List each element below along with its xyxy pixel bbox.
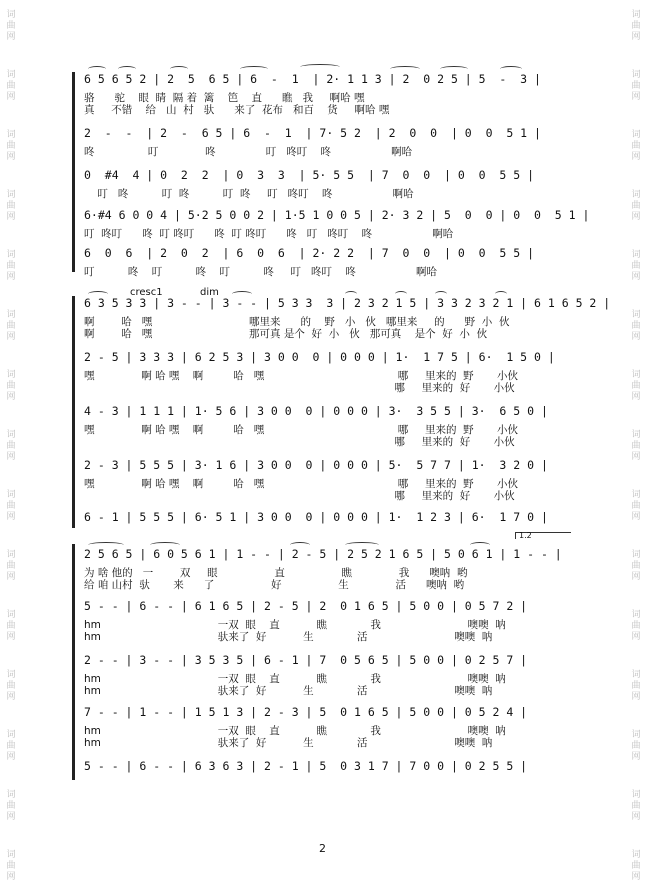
- watermark-char: 网: [631, 692, 641, 702]
- watermark-char: 曲: [631, 501, 641, 511]
- watermark-char: 词: [631, 70, 641, 80]
- watermark-char: 词: [631, 10, 641, 20]
- slur-mark: [390, 66, 420, 72]
- watermark-stamp: [629, 490, 643, 523]
- watermark-char: 网: [631, 452, 641, 462]
- lyric-line: 嘿 啊 哈 嘿 啊 哈 嘿 哪 里来的 野 小伙: [84, 478, 519, 490]
- watermark-char: 曲: [6, 741, 16, 751]
- watermark-char: 曲: [631, 261, 641, 271]
- watermark-stamp: [4, 250, 18, 283]
- notation-line: 6 - 1 | 5 5 5 | 6· 5 1 | 3 0 0 0 | 0 0 0 | 1· 1 2 3 | 6· 1 7 0 |: [84, 510, 548, 524]
- slur-mark: [232, 291, 252, 297]
- lyric-line: 哪 里来的 好 小伙: [84, 436, 515, 448]
- watermark-stamp: [4, 190, 18, 223]
- notation-line: 6·#4 6 0 0 4 | 5·2 5 0 0 2 | 1·5 1 0 0 5 | 2· 3 2 | 5 0 0 | 0 0 5 1 |: [84, 208, 590, 222]
- watermark-char: 曲: [6, 381, 16, 391]
- watermark-stamp: [4, 310, 18, 343]
- watermark-char: 曲: [6, 801, 16, 811]
- slur-mark: [88, 542, 124, 548]
- watermark-stamp: [629, 10, 643, 43]
- watermark-char: 词: [6, 310, 16, 320]
- watermark-stamp: [629, 70, 643, 103]
- watermark-char: 曲: [6, 501, 16, 511]
- watermark-stamp: [629, 550, 643, 583]
- watermark-stamp: [629, 790, 643, 823]
- watermark-char: 词: [631, 790, 641, 800]
- notation-line: 2 - - | 2 - 6 5 | 6 - 1 | 7· 5 2 | 2 0 0 | 0 0 5 1 |: [84, 126, 541, 140]
- watermark-char: 网: [631, 872, 641, 882]
- lyric-line: 咚 叮 咚 叮 咚叮 咚 啊哈: [84, 146, 413, 158]
- lyric-line: 叮 咚 叮 咚 叮 咚 叮 咚叮 咚 啊哈: [84, 188, 414, 200]
- lyric-line: 真 不错 给 山 村 驮 来了 花布 和百 货 啊哈 嘿: [84, 104, 390, 116]
- watermark-char: 曲: [631, 321, 641, 331]
- watermark-char: 词: [6, 70, 16, 80]
- lyric-line: 哪 里来的 好 小伙: [84, 490, 515, 502]
- watermark-stamp: [629, 430, 643, 463]
- watermark-char: 词: [6, 490, 16, 500]
- slur-mark: [435, 291, 447, 297]
- watermark-char: 曲: [631, 141, 641, 151]
- watermark-char: 网: [6, 392, 16, 402]
- notation-line: 0 #4 4 | 0 2 2 | 0 3 3 | 5· 5 5 | 7 0 0 | 0 0 5 5 |: [84, 168, 535, 182]
- slur-mark: [495, 291, 507, 297]
- watermark-char: 曲: [631, 201, 641, 211]
- slur-mark: [88, 291, 108, 297]
- watermark-char: 曲: [631, 681, 641, 691]
- watermark-char: 曲: [6, 141, 16, 151]
- notation-line: 5 - - | 6 - - | 6 3 6 3 | 2 - 1 | 5 0 3 1 7 | 7 0 0 | 0 2 5 5 |: [84, 759, 528, 773]
- watermark-stamp: [4, 790, 18, 823]
- watermark-char: 曲: [6, 441, 16, 451]
- lyric-line: 啊 哈 嘿 哪里来 的 野 小 伙 哪里来 的 野 小 伙: [84, 316, 510, 328]
- lyric-line: 哪 里来的 好 小伙: [84, 382, 515, 394]
- watermark-stamp: [4, 70, 18, 103]
- watermark-char: 曲: [631, 741, 641, 751]
- lyric-line: hm 一双 眼 直 瞧 我 噢噢 呐: [84, 673, 506, 685]
- lyric-line: hm 一双 眼 直 瞧 我 噢噢 呐: [84, 619, 506, 631]
- watermark-char: 词: [6, 790, 16, 800]
- slur-mark: [118, 66, 136, 72]
- lyric-line: hm 驮来了 好 生 活 噢噢 呐: [84, 631, 493, 643]
- watermark-char: 曲: [631, 81, 641, 91]
- watermark-char: 网: [6, 872, 16, 882]
- watermark-char: 网: [6, 92, 16, 102]
- notation-line: 6 5 6 5 2 | 2 5 6 5 | 6 - 1 | 2· 1 1 3 | 2 0 2 5 | 5 - 3 |: [84, 72, 541, 86]
- watermark-char: 网: [631, 512, 641, 522]
- watermark-stamp: [4, 130, 18, 163]
- watermark-char: 网: [6, 752, 16, 762]
- watermark-char: 词: [6, 850, 16, 860]
- watermark-char: 网: [6, 572, 16, 582]
- watermark-char: 词: [631, 730, 641, 740]
- page-number: 2: [319, 842, 326, 855]
- watermark-char: 曲: [6, 21, 16, 31]
- lyric-line: 嘿 啊 哈 嘿 啊 哈 嘿 哪 里来的 野 小伙: [84, 370, 519, 382]
- watermark-char: 网: [631, 212, 641, 222]
- watermark-stamp: [4, 610, 18, 643]
- watermark-char: 曲: [631, 861, 641, 871]
- lyric-line: 叮 咚 叮 咚 叮 咚 叮 咚叮 咚 啊哈: [84, 266, 437, 278]
- watermark-char: 网: [6, 512, 16, 522]
- watermark-char: 网: [6, 332, 16, 342]
- watermark-stamp: [4, 730, 18, 763]
- watermark-stamp: [629, 610, 643, 643]
- watermark-char: 词: [631, 610, 641, 620]
- lyric-line: 给 咱 山村 驮 来 了 好 生 活 噢呐 哟: [84, 579, 465, 591]
- watermark-char: 网: [631, 632, 641, 642]
- watermark-stamp: [629, 730, 643, 763]
- lyric-line: hm 一双 眼 直 瞧 我 噢噢 呐: [84, 725, 506, 737]
- notation-line: 5 - - | 6 - - | 6 1 6 5 | 2 - 5 | 2 0 1 6 5 | 5 0 0 | 0 5 7 2 |: [84, 599, 528, 613]
- lyric-line: 叮 咚叮 咚 叮 咚叮 咚 叮 咚叮 咚 叮 咚叮 咚 啊哈: [84, 228, 454, 240]
- watermark-char: 网: [6, 212, 16, 222]
- slur-mark: [470, 542, 490, 548]
- slur-mark: [395, 291, 407, 297]
- watermark-stamp: [629, 250, 643, 283]
- watermark-char: 网: [631, 332, 641, 342]
- watermark-char: 词: [6, 190, 16, 200]
- watermark-char: 曲: [6, 261, 16, 271]
- watermark-char: 词: [631, 130, 641, 140]
- notation-line: 7 - - | 1 - - | 1 5 1 3 | 2 - 3 | 5 0 1 6 5 | 5 0 0 | 0 5 2 4 |: [84, 705, 528, 719]
- watermark-char: 网: [6, 632, 16, 642]
- lyric-line: hm 驮来了 好 生 活 噢噢 呐: [84, 737, 493, 749]
- watermark-char: 曲: [631, 801, 641, 811]
- watermark-char: 网: [631, 272, 641, 282]
- watermark-char: 词: [6, 130, 16, 140]
- watermark-char: 曲: [6, 321, 16, 331]
- watermark-char: 网: [6, 452, 16, 462]
- notation-line: 4 - 3 | 1 1 1 | 1· 5 6 | 3 0 0 0 | 0 0 0 | 3· 3 5 5 | 3· 6 5 0 |: [84, 404, 548, 418]
- system-bracket: [72, 296, 75, 528]
- watermark-char: 曲: [6, 621, 16, 631]
- slur-mark: [440, 66, 468, 72]
- watermark-char: 词: [6, 370, 16, 380]
- watermark-char: 词: [631, 550, 641, 560]
- watermark-char: 词: [631, 430, 641, 440]
- watermark-char: 网: [6, 32, 16, 42]
- notation-line: 6 3 5 3 3 | 3 - - | 3 - - | 5 3 3 3 | 2 3 2 1 5 | 3 3 2 3 2 1 | 6 1 6 5 2 |: [84, 296, 611, 310]
- watermark-char: 词: [6, 550, 16, 560]
- dynamic-marking: dim: [200, 287, 219, 298]
- watermark-char: 网: [631, 32, 641, 42]
- slur-mark: [88, 66, 106, 72]
- watermark-char: 词: [631, 850, 641, 860]
- watermark-char: 词: [631, 490, 641, 500]
- notation-line: 2 - - | 3 - - | 3 5 3 5 | 6 - 1 | 7 0 5 6 5 | 5 0 0 | 0 2 5 7 |: [84, 653, 528, 667]
- slur-mark: [345, 291, 357, 297]
- system-bracket: [72, 544, 75, 780]
- notation-line: 6 0 6 | 2 0 2 | 6 0 6 | 2· 2 2 | 7 0 0 | 0 0 5 5 |: [84, 246, 535, 260]
- watermark-stamp: [4, 490, 18, 523]
- slur-mark: [300, 64, 340, 70]
- notation-line: 2 - 5 | 3 3 3 | 6 2 5 3 | 3 0 0 0 | 0 0 0 | 1· 1 7 5 | 6· 1 5 0 |: [84, 350, 555, 364]
- volta-label: 1.2: [519, 531, 532, 540]
- watermark-char: 网: [6, 152, 16, 162]
- watermark-char: 网: [6, 812, 16, 822]
- watermark-char: 曲: [631, 21, 641, 31]
- watermark-char: 网: [6, 692, 16, 702]
- watermark-char: 曲: [6, 681, 16, 691]
- watermark-stamp: [4, 670, 18, 703]
- slur-mark: [240, 66, 268, 72]
- slur-mark: [170, 66, 188, 72]
- watermark-stamp: [629, 370, 643, 403]
- watermark-stamp: [4, 430, 18, 463]
- watermark-char: 曲: [6, 861, 16, 871]
- watermark-char: 曲: [6, 201, 16, 211]
- notation-line: 2 - 3 | 5 5 5 | 3· 1 6 | 3 0 0 0 | 0 0 0 | 5· 5 7 7 | 1· 3 2 0 |: [84, 458, 548, 472]
- watermark-char: 网: [631, 812, 641, 822]
- watermark-char: 网: [631, 572, 641, 582]
- watermark-char: 词: [6, 430, 16, 440]
- slur-mark: [500, 66, 522, 72]
- watermark-char: 曲: [631, 561, 641, 571]
- watermark-char: 词: [631, 670, 641, 680]
- system-bracket: [72, 72, 75, 272]
- watermark-stamp: [629, 130, 643, 163]
- watermark-char: 词: [6, 250, 16, 260]
- watermark-char: 词: [6, 610, 16, 620]
- watermark-char: 词: [631, 310, 641, 320]
- watermark-char: 网: [631, 752, 641, 762]
- watermark-char: 词: [631, 190, 641, 200]
- slur-mark: [290, 542, 310, 548]
- slur-mark: [150, 542, 180, 548]
- watermark-char: 词: [631, 370, 641, 380]
- watermark-char: 曲: [6, 561, 16, 571]
- watermark-stamp: [629, 190, 643, 223]
- watermark-char: 曲: [631, 621, 641, 631]
- lyric-line: hm 驮来了 好 生 活 噢噢 呐: [84, 685, 493, 697]
- watermark-char: 网: [631, 392, 641, 402]
- lyric-line: 嘿 啊 哈 嘿 啊 哈 嘿 哪 里来的 野 小伙: [84, 424, 519, 436]
- watermark-char: 曲: [631, 441, 641, 451]
- dynamic-marking: cresc1: [130, 287, 163, 298]
- watermark-stamp: [4, 10, 18, 43]
- watermark-char: 词: [6, 670, 16, 680]
- watermark-char: 曲: [631, 381, 641, 391]
- watermark-char: 词: [631, 250, 641, 260]
- lyric-line: 啊 哈 嘿 那可真 是个 好 小 伙 那可真 是个 好 小 伙: [84, 328, 488, 340]
- watermark-char: 词: [6, 730, 16, 740]
- lyric-line: 骆 驼 眼 睛 隔 着 篱 笆 直 瞧 我 啊哈 嘿: [84, 92, 365, 104]
- watermark-char: 网: [631, 92, 641, 102]
- watermark-char: 网: [6, 272, 16, 282]
- lyric-line: 为 啥 他的 一 双 眼 直 瞧 我 噢呐 哟: [84, 567, 468, 579]
- watermark-char: 曲: [6, 81, 16, 91]
- watermark-stamp: [4, 370, 18, 403]
- watermark-stamp: [629, 310, 643, 343]
- watermark-char: 词: [6, 10, 16, 20]
- watermark-stamp: [629, 670, 643, 703]
- watermark-char: 网: [631, 152, 641, 162]
- slur-mark: [345, 542, 379, 548]
- notation-line: 2 5 6 5 | 6 0 5 6 1 | 1 - - | 2 - 5 | 2 5 2 1 6 5 | 5 0 6 1 | 1 - - |: [84, 547, 562, 561]
- watermark-stamp: [4, 550, 18, 583]
